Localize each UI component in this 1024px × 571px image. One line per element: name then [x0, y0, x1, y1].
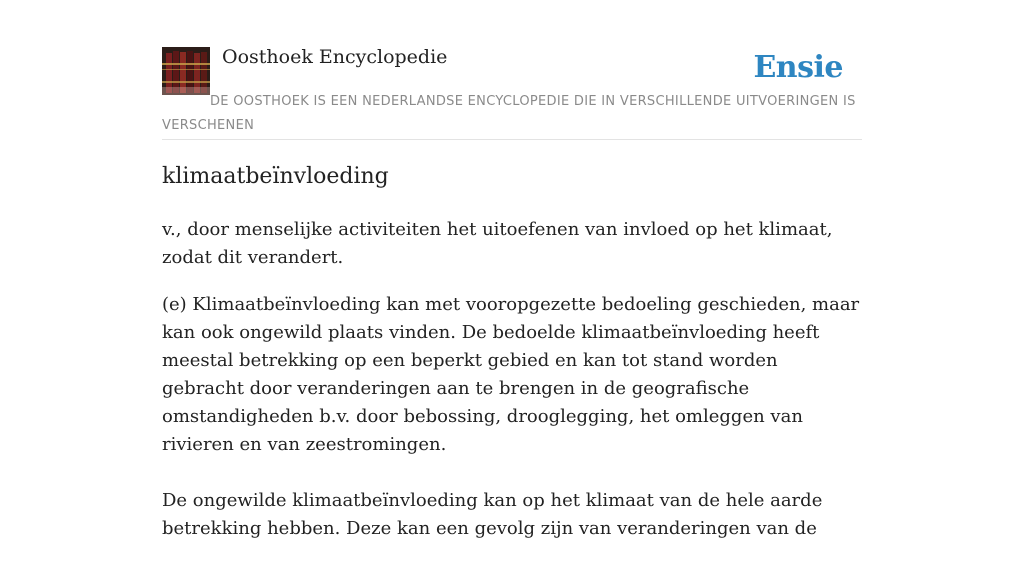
site-name[interactable]: Oosthoek Encyclopedie: [222, 46, 448, 68]
brand-logo[interactable]: Ensie: [753, 50, 843, 85]
avatar[interactable]: [162, 47, 210, 95]
entry-paragraph: (e) Klimaatbeïnvloeding kan met vooropgezette bedoeling geschieden, maar kan ook ongewild plaats vinden. De bedoelde klimaatbeïnvloeding heeft meestal betrekking op een beperkt gebied en kan tot stand worden gebracht door veranderingen aan te brengen in de geografische omstandigheden b.v. door bebossing, drooglegging, het omleggen van rivieren en van zeestromingen.: [162, 294, 860, 455]
site-tagline: DE OOSTHOEK IS EEN NEDERLANDSE ENCYCLOPEDIE DIE IN VERSCHILLENDE UITVOERINGEN IS VERSCHENEN: [162, 94, 856, 133]
book-spines-icon: [162, 47, 210, 95]
entry-paragraph: De ongewilde klimaatbeïnvloeding kan op het klimaat van de hele aarde betrekking hebben. Deze kan een gevolg zijn van veranderingen van de: [162, 490, 823, 539]
entry-definition: v., door menselijke activiteiten het uitoefenen van invloed op het klimaat, zodat dit verandert.: [162, 219, 833, 268]
site-header: [162, 0, 862, 140]
entry-title: klimaatbeïnvloeding: [162, 164, 389, 189]
entry-body: [162, 291, 862, 571]
page-container: [162, 0, 862, 539]
